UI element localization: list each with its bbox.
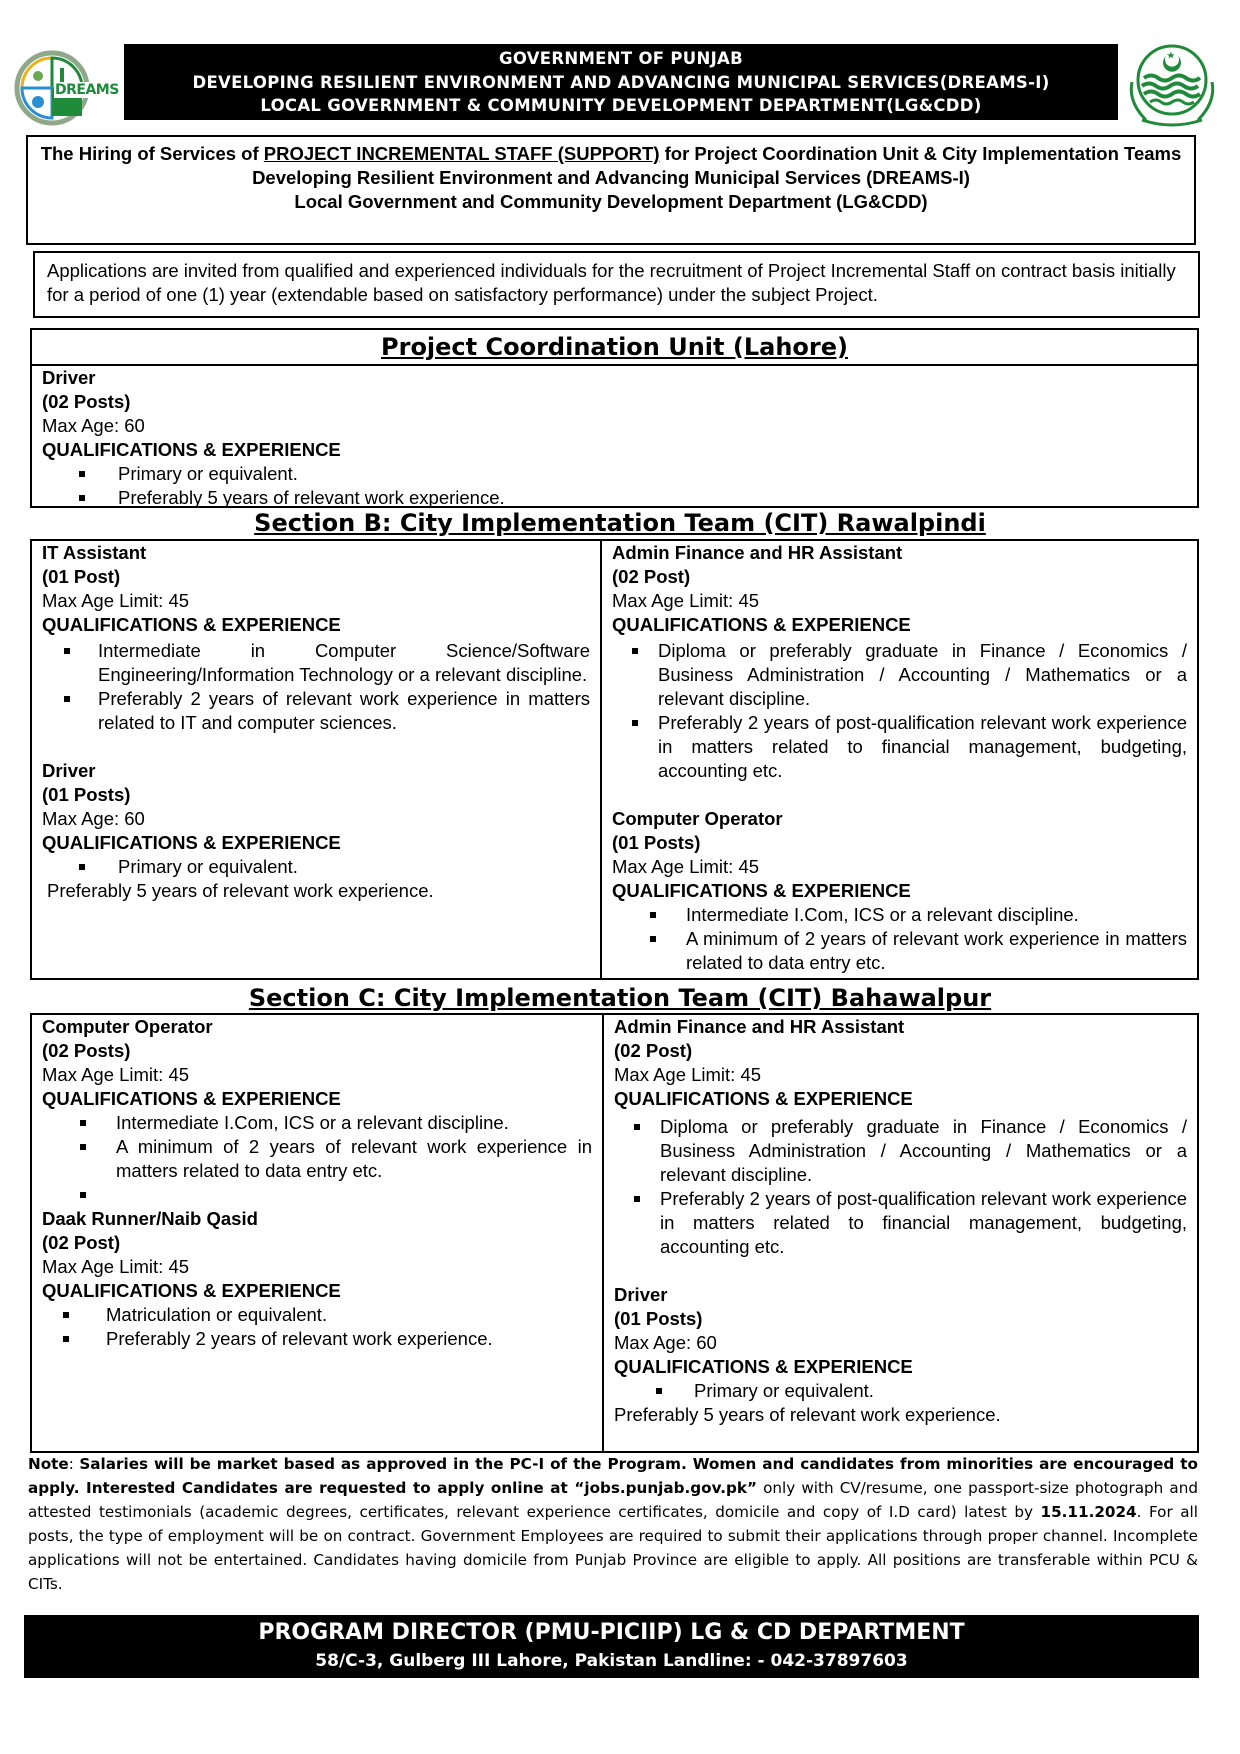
job-posts: (01 Post) <box>42 566 121 587</box>
list-item <box>42 1303 592 1327</box>
job-qual-heading: QUALIFICATIONS & EXPERIENCE <box>614 1356 913 1377</box>
list-item <box>614 1187 1187 1259</box>
section-b-left <box>32 541 602 978</box>
job-bullets <box>612 639 1187 783</box>
job-trailing-text: Preferably 5 years of relevant work experience. <box>614 1404 1001 1425</box>
job-bullets <box>612 903 1187 975</box>
job-age: Max Age Limit: 45 <box>614 1064 762 1085</box>
bullet-text: Preferably 2 years of relevant work experience in matters related to IT and computer sciences. <box>98 688 590 733</box>
job-bwp-admin-finance-hr <box>614 1015 1187 1259</box>
job-rwp-it-assistant <box>42 541 590 735</box>
bullet-icon <box>80 1192 86 1198</box>
title-box <box>26 135 1196 245</box>
title-underlined: PROJECT INCREMENTAL STAFF (SUPPORT) <box>263 143 660 164</box>
bullet-text: Intermediate in Computer Science/Software Engineering/Information Technology or a relevant discipline. <box>98 640 590 685</box>
job-bullets <box>42 462 1187 510</box>
job-age: Max Age: 60 <box>42 415 145 436</box>
list-item <box>42 1327 592 1351</box>
note-text-3: . For all posts, the type of employment will be on contract. Government Employees are required to submit their applications through proper channel. Incomplete applications will not be entertained. Candidates having domicile from Punjab Province are eligible to apply. All positions are transferable within PCU & CITs. <box>28 1503 1198 1593</box>
note-label: Note <box>28 1455 69 1473</box>
job-bullets <box>42 1111 592 1207</box>
section-c-left <box>32 1015 604 1451</box>
bullet-icon <box>650 936 656 942</box>
footer-address: 58/C-3, Gulberg III Lahore, Pakistan Landline: - 042-37897603 <box>315 1651 908 1671</box>
job-posts: (02 Post) <box>612 566 691 587</box>
list-item <box>42 855 590 879</box>
list-item <box>42 639 590 687</box>
banner-program: DEVELOPING RESILIENT ENVIRONMENT AND ADVANCING MUNICIPAL SERVICES(DREAMS-I) <box>192 72 1050 92</box>
job-qual-heading: QUALIFICATIONS & EXPERIENCE <box>42 614 341 635</box>
section-b-grid <box>30 539 1199 980</box>
bullet-text: A minimum of 2 years of relevant work experience in matters related to data entry etc. <box>686 928 1187 973</box>
banner-government: GOVERNMENT OF PUNJAB <box>498 49 743 68</box>
list-item <box>42 687 590 735</box>
job-qual-heading: QUALIFICATIONS & EXPERIENCE <box>612 880 911 901</box>
bullet-text: Preferably 2 years of post-qualification relevant work experience in matters related to financial management, budgeting, accounting etc. <box>660 1188 1187 1257</box>
job-bwp-daak-runner <box>42 1207 592 1351</box>
job-age: Max Age: 60 <box>42 808 145 829</box>
job-title: IT Assistant <box>42 542 147 563</box>
job-pcu-driver <box>32 366 1197 510</box>
section-b-heading <box>0 507 1240 539</box>
job-posts: (02 Post) <box>42 1232 121 1253</box>
bullet-icon <box>79 864 85 870</box>
section-c-heading-text: Section C: City Implementation Team (CIT) Bahawalpur <box>248 984 992 1012</box>
job-title: Admin Finance and HR Assistant <box>612 542 903 563</box>
section-b-heading-text: Section B: City Implementation Team (CIT) Rawalpindi <box>254 509 986 537</box>
job-qual-heading: QUALIFICATIONS & EXPERIENCE <box>612 614 911 635</box>
bullet-icon <box>632 720 638 726</box>
punjab-emblem <box>1122 42 1222 128</box>
bullet-icon <box>634 1124 640 1130</box>
job-posts: (02 Post) <box>614 1040 693 1061</box>
job-age: Max Age Limit: 45 <box>612 590 760 611</box>
job-title: Computer Operator <box>612 808 783 829</box>
job-qual-heading: QUALIFICATIONS & EXPERIENCE <box>42 1280 341 1301</box>
section-b-right <box>602 541 1197 978</box>
bullet-text: Diploma or preferably graduate in Finance / Economics / Business Administration / Accounting / Mathematics or a relevant discipline. <box>658 640 1187 709</box>
bullet-text: Intermediate I.Com, ICS or a relevant discipline. <box>116 1112 509 1133</box>
punjab-emblem-icon <box>1122 42 1222 128</box>
job-posts: (01 Posts) <box>612 832 701 853</box>
bullet-icon <box>79 471 85 477</box>
list-item <box>612 711 1187 783</box>
job-rwp-computer-operator <box>612 807 1187 975</box>
job-posts: (01 Posts) <box>42 784 131 805</box>
section-c-heading <box>0 983 1240 1013</box>
top-banner <box>124 44 1118 120</box>
job-title: Daak Runner/Naib Qasid <box>42 1208 258 1229</box>
job-bullets <box>614 1115 1187 1259</box>
bullet-icon <box>79 495 85 501</box>
title-line3: Local Government and Community Development Department (LG&CDD) <box>294 191 928 212</box>
footer-program-director: PROGRAM DIRECTOR (PMU-PICIIP) LG & CD DEPARTMENT <box>258 1620 965 1645</box>
bullet-icon <box>64 696 70 702</box>
bullet-icon <box>634 1196 640 1202</box>
bullet-text: Primary or equivalent. <box>118 463 298 484</box>
section-c-right <box>604 1015 1197 1451</box>
pcu-heading <box>32 330 1197 366</box>
dreams-logo <box>14 50 119 126</box>
job-title: Driver <box>42 367 96 388</box>
bullet-icon <box>650 912 656 918</box>
note-bold-text: Salaries will be market based as approved in the PC-I of the Program. Women and candidates from minorities are encouraged to apply. Interested Candidates are requested to apply online at “jobs.punjab.gov.pk” <box>28 1455 1198 1497</box>
job-title: Driver <box>42 760 96 781</box>
job-age: Max Age: 60 <box>614 1332 717 1353</box>
bullet-text: Preferably 5 years of relevant work experience. <box>118 487 505 508</box>
pcu-section <box>30 328 1199 508</box>
title-suffix: for Project Coordination Unit & City Implementation Teams <box>659 143 1182 164</box>
job-posts: (01 Posts) <box>614 1308 703 1329</box>
bullet-text: Diploma or preferably graduate in Finance / Economics / Business Administration / Accounting / Mathematics or a relevant discipline. <box>660 1116 1187 1185</box>
job-age: Max Age Limit: 45 <box>612 856 760 877</box>
job-posts: (02 Posts) <box>42 1040 131 1061</box>
banner-department: LOCAL GOVERNMENT & COMMUNITY DEVELOPMENT DEPARTMENT(LG&CDD) <box>260 96 982 115</box>
list-item <box>612 903 1187 927</box>
note-deadline: 15.11.2024 <box>1040 1503 1137 1521</box>
note-paragraph: Note: Salaries will be market based as approved in the PC-I of the Program. Women and candidates from minorities are encouraged to apply. Interested Candidates are requested to apply online at “jobs.punjab.gov.pk” only with CV/resume, one passport-size photograph and attested testimonials (academic degrees, certificates, relevant experience certificates, domicile and copy of I.D card) latest by 15.11.2024. For all posts, the type of employment will be on contract. Government Employees are required to submit their applications through proper channel. Incomplete applications will not be entertained. Candidates having domicile from Punjab Province are eligible to apply. All positions are transferable within PCU & CITs. <box>28 1455 1198 1593</box>
section-c-grid <box>30 1013 1199 1453</box>
job-bullets <box>614 1379 1187 1403</box>
bullet-icon <box>656 1388 662 1394</box>
intro-box: Applications are invited from qualified and experienced individuals for the recruitment of Project Incremental Staff on contract basis initially for a period of one (1) year (extendable based on satisfactory performance) under the subject Project. <box>33 251 1200 318</box>
list-item <box>42 1135 592 1183</box>
job-qual-heading: QUALIFICATIONS & EXPERIENCE <box>42 1088 341 1109</box>
list-item <box>614 1115 1187 1187</box>
bullet-icon <box>63 1312 69 1318</box>
title-prefix: The Hiring of Services of <box>40 143 264 164</box>
job-title: Admin Finance and HR Assistant <box>614 1016 905 1037</box>
title-line1 <box>28 142 1194 166</box>
bullet-text: Primary or equivalent. <box>118 856 298 877</box>
job-age: Max Age Limit: 45 <box>42 590 190 611</box>
job-bullets <box>42 1303 592 1351</box>
bullet-text: Preferably 2 years of post-qualification relevant work experience in matters related to financial management, budgeting, accounting etc. <box>658 712 1187 781</box>
job-trailing-text: Preferably 5 years of relevant work experience. <box>47 880 434 901</box>
list-item <box>42 1183 592 1207</box>
job-rwp-admin-finance-hr <box>612 541 1187 783</box>
job-bwp-driver <box>614 1283 1187 1427</box>
job-bullets <box>42 639 590 735</box>
list-item <box>612 639 1187 711</box>
bullet-icon <box>64 648 70 654</box>
bullet-icon <box>80 1120 86 1126</box>
list-item <box>42 462 1187 486</box>
title-line2: Developing Resilient Environment and Advancing Municipal Services (DREAMS-I) <box>252 167 970 188</box>
job-title: Driver <box>614 1284 668 1305</box>
bullet-icon <box>63 1336 69 1342</box>
job-qual-heading: QUALIFICATIONS & EXPERIENCE <box>42 439 341 460</box>
bullet-text: A minimum of 2 years of relevant work experience in matters related to data entry etc. <box>116 1136 592 1181</box>
job-age: Max Age Limit: 45 <box>42 1064 190 1085</box>
job-qual-heading: QUALIFICATIONS & EXPERIENCE <box>614 1088 913 1109</box>
job-posts: (02 Posts) <box>42 391 131 412</box>
list-item <box>612 927 1187 975</box>
bullet-text: Preferably 2 years of relevant work experience. <box>106 1328 493 1349</box>
list-item <box>614 1379 1187 1403</box>
bullet-icon <box>632 648 638 654</box>
note-text-2: only with CV/resume, one passport-size photograph and attested testimonials (academic degrees, certificates, relevant experience certificates, domicile and copy of I.D card) latest by <box>28 1479 1198 1521</box>
job-title: Computer Operator <box>42 1016 213 1037</box>
pcu-heading-text: Project Coordination Unit (Lahore) <box>381 333 848 361</box>
job-bullets <box>42 855 590 879</box>
bullet-icon <box>80 1144 86 1150</box>
bullet-text: Matriculation or equivalent. <box>106 1304 328 1325</box>
list-item <box>42 1111 592 1135</box>
job-qual-heading: QUALIFICATIONS & EXPERIENCE <box>42 832 341 853</box>
bullet-text: Primary or equivalent. <box>694 1380 874 1401</box>
job-age: Max Age Limit: 45 <box>42 1256 190 1277</box>
bullet-text: Intermediate I.Com, ICS or a relevant discipline. <box>686 904 1079 925</box>
job-bwp-computer-operator <box>42 1015 592 1207</box>
job-rwp-driver <box>42 759 590 903</box>
dreams-logo-text: DREAMS <box>55 82 119 98</box>
footer-banner <box>24 1615 1199 1678</box>
